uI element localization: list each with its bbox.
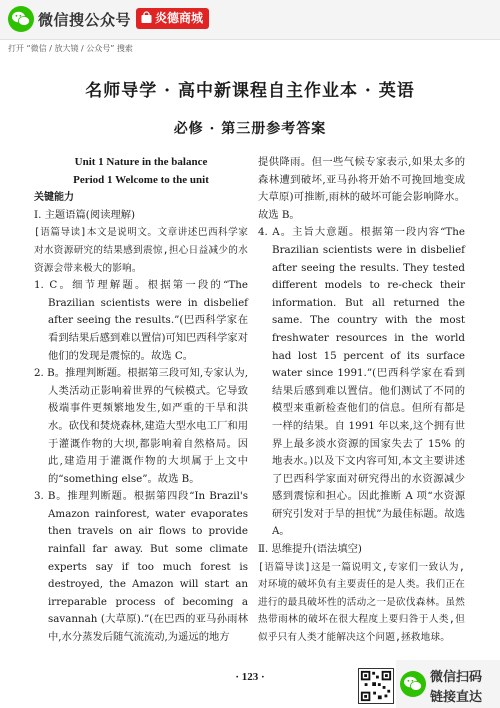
reading-guide-2: [语篇导读]这是一篇说明文,专家们一致认为,对环境的破坏负有主要责任的是人类。我们正在进行的最具破坏性的活动之一是砍伐森林。虽然热带雨林的破坏在很大程度上要归咎于人类,但似乎只有人类才能解决这个问题,拯救地球。 [258,561,465,644]
search-hint: 打开 “微信 / 放大镜 / 公众号” 搜索 [8,44,133,53]
reading-guide: [语篇导读]本文是说明文。文章讲述巴西科学家对水资源研究的结果感到震惊,担心日益减少的水资源会带来极大的影响。 [34,227,248,274]
answer-2: 2. B。推理判断题。根据第三段可知,专家认为,人类活动正影响着世界的气候模式。它导致极端事件更频繁地发生,如严重的干旱和洪水。砍伐和焚烧森林,建造大型水电工厂和用于灌溉作物的大坝,都影响着自然格局。因此,建造用于灌溉作物的大坝属于上文中的“something else”。故选 B。 [34,367,248,485]
period-heading: Period 1 Welcome to the unit [73,173,209,186]
subsection-heading: Ⅰ. 主题语篇(阅读理解) [34,208,136,221]
right-column [258,154,465,647]
top-banner [0,0,500,40]
answer-1: 1. C。细节理解题。根据第一段的“The Brazilian scientists were in disbelief after seeing the results.”(巴西科学家在看到结果后感到难以置信)可知巴西科学家对他们的发现是震惊的。故选 C。 [34,279,248,362]
unit-heading: Unit 1 Nature in the balance [74,156,208,168]
subsection-heading-2: Ⅱ. 思维提升(语法填空) [258,543,362,556]
left-column [34,154,248,647]
scan-label-1: 微信扫码 [430,670,483,685]
banner-title: 微信搜公众号 [38,11,132,29]
wechat-logo-icon [8,6,34,32]
answer-3: 3. B。推理判断题。根据第四段“In Brazil's Amazon rainforest, water evaporates then travels on air flows to provide rainfall far away. But some climate experts say if too much forest is destroyed, the Amazon will start an irreparable process of becoming a savannah (大草原).”(在巴西的亚马孙雨林中,水分蒸发后随气流流动,为遥远的地方 [34,490,248,644]
part-title: 必修 · 第三册参考答案 [173,121,327,137]
shop-badge[interactable] [136,8,209,29]
page-number: · 123 · [235,671,265,683]
qr-code[interactable] [358,668,394,704]
scan-link-box[interactable] [396,660,500,708]
answer-3-continued: 提供降雨。但一些气候专家表示,如果太多的森林遭到破坏,亚马孙将开始不可挽回地变成大草原)可推断,雨林的破坏可能会影响降水。故选 B。 [258,156,465,221]
section-heading: 关键能力 [34,192,74,204]
answer-4: 4. A。主旨大意题。根据第一段内容“The Brazilian scientists were in disbelief after seeing the results. They tested different models to re-check their information. But all returned the same. The country with the most freshwater resources in the world had lost 15 percent of its surface water since 1991.”(巴西科学家在看到结果后感到难以置信。他们测试了不同的模型来重新检查他们的信息。但所有都是一样的结果。自 1991 年以来,这个拥有世界上最多淡水资源的国家失去了 15% 的地表水。)以及下文内容可知,本文主要讲述了巴西科学家面对研究得出的水资源减少感到震惊和担心。因此推断 A 项“水资源研究引发对于旱的担忧”为最佳标题。故选 A。 [258,226,465,538]
wechat-logo-icon [400,671,426,697]
book-title: 名师导学 · 高中新课程自主作业本 · 英语 [85,81,415,101]
shopping-bag-icon [140,11,153,24]
shop-badge-label: 炎德商城 [155,11,204,25]
scan-label-2: 链接直达 [430,690,483,705]
